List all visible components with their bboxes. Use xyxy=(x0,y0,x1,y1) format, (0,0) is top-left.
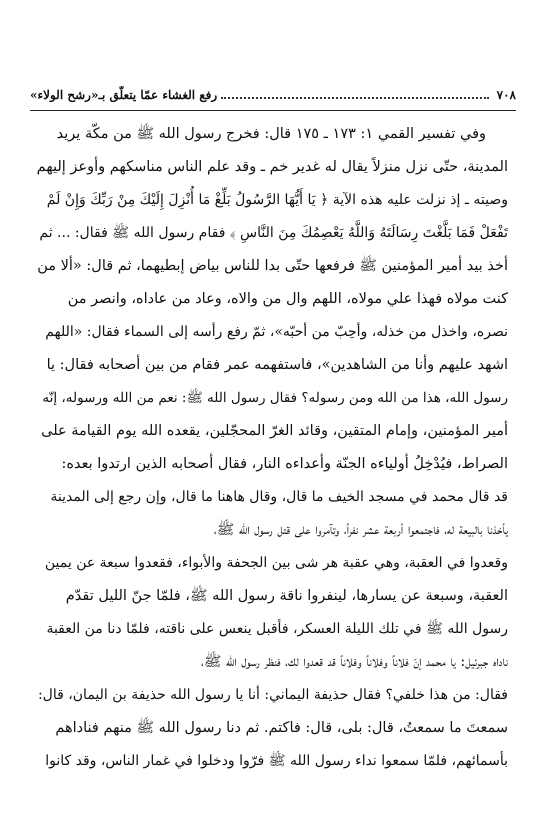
text-line: وقعدوا في العقبة، وهي عقبة هر شى بين الجحفة والأبواء، فقعدوا سبعة عن يمين xyxy=(44,555,508,571)
text-line: الصراط، فيُدْخِلُ أولياءه الجنّة وأعداءه النار، فقال أصحابه الذين ارتدوا بعده: xyxy=(61,456,508,472)
text-line: كنت مولاه فهذا علي مولاه، اللهم وال من والاه، وعاد من عاداه، وانصر من xyxy=(67,291,508,307)
text-line: قد قال محمد في مسجد الخيف ما قال، وقال هاهنا ما قال، وإن رجع إلى المدينة xyxy=(50,489,508,505)
text-line: وفي تفسير القمي ١: ١٧٣ ـ ١٧٥ قال: فخرج رسول الله ﷺ من مكّة يريد xyxy=(56,126,486,142)
text-line: ناداه جبرئيل: يا محمد إنّ فلاناً وفلاناً وفلاناً قد قعدوا لك، فنظر رسول الله ﷺ، xyxy=(201,654,508,670)
header-title: رفع الغشاء عمّا يتعلّق بـ«رشح الولاء» xyxy=(30,88,218,102)
page-number: ٧٠٨ xyxy=(496,88,516,102)
text-line: العقبة، وسبعة عن يسارها، لينفروا ناقة رسول الله ﷺ، فلمّا جنّ الليل تقدّم xyxy=(65,588,508,604)
text-line: أمير المؤمنين، وإمام المتقين، وقائد الغرّ المحجّلين، يقعده الله يوم القيامة على xyxy=(41,423,508,439)
text-line: رسول الله ﷺ في تلك الليلة العسكر، فأقبل ينعس على ناقته، فلمّا دنا من العقبة xyxy=(46,621,508,637)
body-text xyxy=(36,118,508,778)
header-rule xyxy=(30,110,516,111)
header-dot-leader xyxy=(221,97,488,99)
text-line: يأخذنا بالبيعة له، فاجتمعوا أربعة عشر نفراً، وتآمروا على قتل رسول الله ﷺ، xyxy=(213,522,508,538)
text-line: فقال: من هذا خلفي؟ فقال حذيفة اليماني: أنا يا رسول الله حذيفة بن اليمان، قال: xyxy=(37,687,508,703)
text-line: تَفْعَلْ فَمَا بَلَّغْتَ رِسَالَتَهُ وَاللَّهُ يَعْصِمُكَ مِنَ النَّاسِ ﴾ فقام رسول الله ﷺ فقال: ... ثم xyxy=(39,225,508,241)
text-line: نصره، واخذل من خذله، وأحِبّ من أحبّه»، ثمّ رفع رأسه إلى السماء فقال: «اللهم xyxy=(45,324,508,340)
text-line: سمعتَ ما سمعتُ، قال: بلى، قال: فاكتم. ثم دنا رسول الله ﷺ منهم فناداهم xyxy=(55,720,508,736)
text-line: بأسمائهم، فلمّا سمعوا نداء رسول الله ﷺ فرّوا ودخلوا في غمار الناس، وقد كانوا xyxy=(45,753,508,769)
running-header xyxy=(30,84,516,106)
text-line: أخذ بيد أمير المؤمنين ﷺ فرفعها حتّى بدا للناس بياض إبطيهما، ثم قال: «ألا من xyxy=(37,258,508,274)
text-line: وصيته ـ إذ نزلت عليه هذه الآية ﴿ يَا أَيُّهَا الرَّسُولُ بَلِّغْ مَا أُنْزِلَ إِلَيْكَ مِنْ رَبِّكَ وَإِنْ لَمْ xyxy=(46,192,508,208)
text-line: المدينة، حتّى نزل منزلاً يقال له غدير خم ـ وقد علم الناس مناسكهم وأوعز إليهم xyxy=(36,159,508,175)
text-line: رسول الله، هذا من الله ومن رسوله؟ فقال رسول الله ﷺ: نعم من الله ورسوله، إنّه xyxy=(42,390,508,406)
text-line: اشهد عليهم وأنا من الشاهدين»، فاستفهمه عمر فقام من بين أصحابه فقال: يا xyxy=(46,357,508,373)
